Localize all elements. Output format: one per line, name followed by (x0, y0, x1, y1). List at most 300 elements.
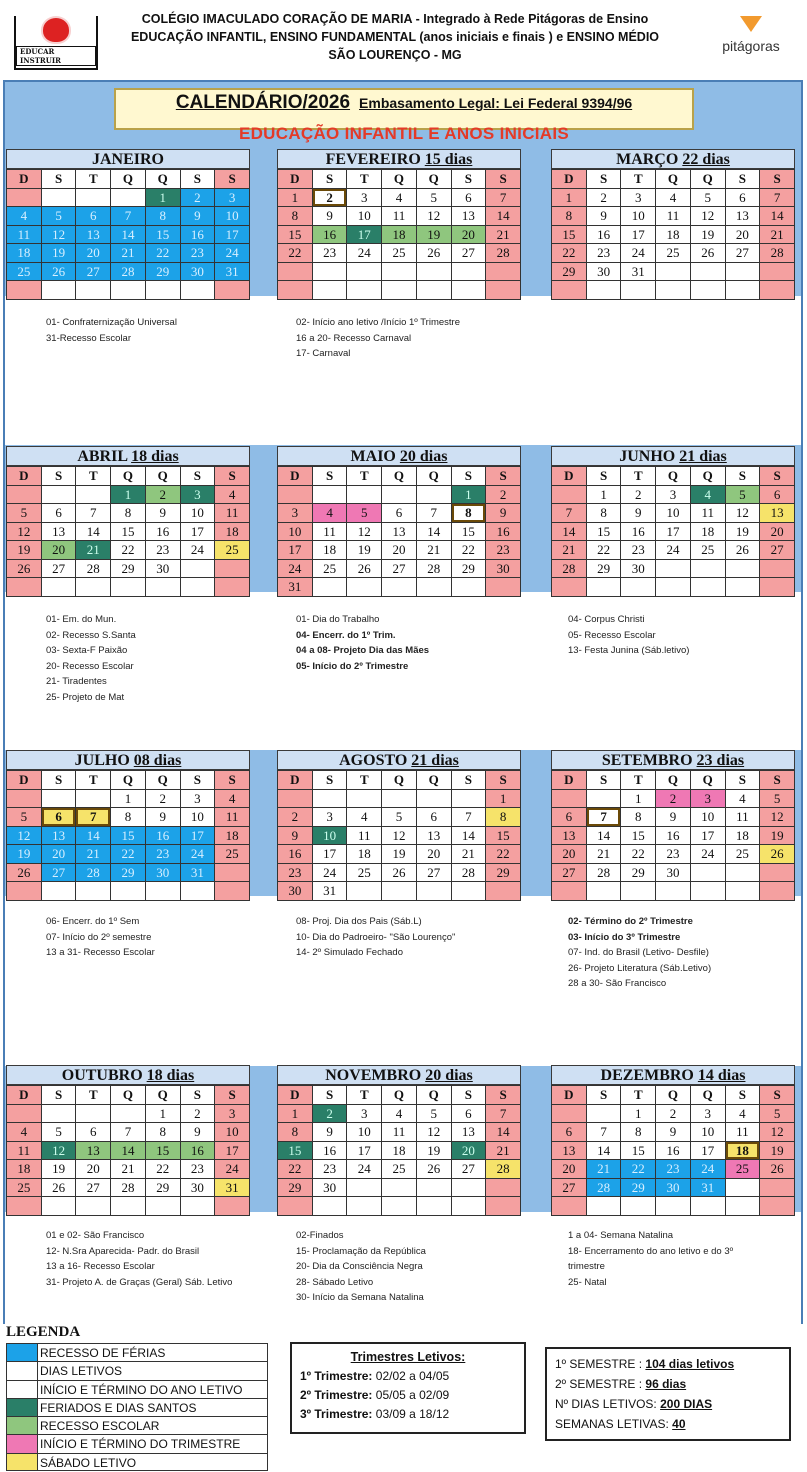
note-item: 05- Recesso Escolar (568, 629, 656, 641)
day-cell: 4 (313, 504, 348, 523)
day-cell: 10 (313, 827, 348, 846)
day-cell: 6 (417, 808, 452, 827)
weekday-header: S (452, 771, 487, 790)
day-cell: 8 (621, 1123, 656, 1142)
day-cell: 9 (146, 504, 181, 523)
day-cell: 29 (621, 1179, 656, 1198)
month-grid (277, 169, 521, 300)
day-cell: 30 (146, 560, 181, 579)
weekday-header: S (726, 170, 761, 189)
day-cell: 29 (552, 263, 587, 282)
day-cell (452, 263, 487, 282)
month-school-days: 23 dias (696, 752, 745, 769)
day-cell: 23 (146, 845, 181, 864)
day-cell (760, 882, 795, 901)
day-cell: 31 (215, 1179, 250, 1198)
day-cell: 23 (146, 541, 181, 560)
day-cell: 13 (76, 1142, 111, 1161)
day-cell (7, 189, 42, 208)
day-cell: 16 (181, 226, 216, 245)
day-cell: 25 (656, 244, 691, 263)
month-title (6, 1065, 250, 1085)
legend-label: FERIADOS E DIAS SANTOS (38, 1398, 268, 1416)
day-cell: 9 (313, 207, 348, 226)
legend-item (6, 1416, 268, 1434)
day-cell: 28 (486, 1160, 521, 1179)
month-notes (46, 914, 256, 961)
day-cell: 6 (42, 504, 77, 523)
day-cell: 14 (486, 1123, 521, 1142)
summary-label: 2º SEMESTRE : (555, 1377, 643, 1391)
logo-motto: EDUCAR INSTRUIR (16, 46, 96, 66)
month-grid (6, 169, 250, 300)
note-item: 08- Proj. Dia dos Pais (Sáb.L) (296, 916, 422, 927)
day-cell (42, 1197, 77, 1216)
month-notes (568, 914, 764, 992)
day-cell (313, 790, 348, 809)
day-cell: 24 (691, 1160, 726, 1179)
day-cell: 28 (417, 560, 452, 579)
day-cell (7, 1105, 42, 1124)
day-cell (181, 560, 216, 579)
day-cell (726, 882, 761, 901)
weekday-header: S (760, 467, 795, 486)
day-cell: 9 (181, 1123, 216, 1142)
day-cell: 7 (552, 504, 587, 523)
month-6 (551, 446, 795, 597)
day-cell (486, 578, 521, 597)
day-cell: 27 (42, 560, 77, 579)
day-cell: 20 (42, 541, 77, 560)
weekday-header: T (621, 170, 656, 189)
day-cell (656, 882, 691, 901)
day-cell (215, 281, 250, 300)
month-title (6, 750, 250, 770)
day-cell (452, 1179, 487, 1198)
day-cell: 9 (656, 808, 691, 827)
weekday-header: T (621, 1086, 656, 1105)
day-cell: 12 (7, 523, 42, 542)
day-cell: 22 (278, 244, 313, 263)
day-cell: 15 (278, 1142, 313, 1161)
day-cell (278, 486, 313, 505)
weekday-header: S (726, 771, 761, 790)
day-cell (215, 578, 250, 597)
weekday-header: Q (111, 467, 146, 486)
month-name: JUNHO (619, 448, 676, 465)
day-cell: 9 (587, 207, 622, 226)
day-cell: 3 (347, 189, 382, 208)
day-cell: 18 (382, 226, 417, 245)
month-notes (46, 315, 256, 346)
day-cell: 30 (146, 864, 181, 883)
day-cell: 7 (760, 189, 795, 208)
day-cell: 26 (760, 1160, 795, 1179)
month-notes (46, 1228, 256, 1290)
day-cell: 14 (417, 523, 452, 542)
day-cell: 25 (691, 541, 726, 560)
day-cell: 14 (111, 1142, 146, 1161)
school-logo (14, 16, 98, 70)
note-item: 31-Recesso Escolar (46, 332, 132, 344)
day-cell: 14 (486, 207, 521, 226)
month-name: SETEMBRO (601, 752, 693, 769)
day-cell: 8 (552, 207, 587, 226)
day-cell: 22 (621, 845, 656, 864)
month-12 (551, 1065, 795, 1216)
weekday-header: Q (656, 771, 691, 790)
day-cell: 21 (587, 845, 622, 864)
school-header-text (110, 10, 680, 64)
weekday-header: Q (417, 170, 452, 189)
day-cell: 6 (452, 189, 487, 208)
day-cell: 22 (146, 1160, 181, 1179)
day-cell (417, 790, 452, 809)
day-cell: 5 (347, 504, 382, 523)
day-cell: 13 (452, 1123, 487, 1142)
day-cell: 8 (111, 808, 146, 827)
legend-label: RECESSO ESCOLAR (38, 1416, 268, 1434)
day-cell: 1 (278, 189, 313, 208)
month-name: OUTUBRO (61, 1067, 143, 1084)
day-cell: 30 (621, 560, 656, 579)
day-cell: 16 (146, 827, 181, 846)
day-cell: 20 (42, 845, 77, 864)
weekday-header: T (76, 467, 111, 486)
day-cell (347, 281, 382, 300)
weekday-header: S (726, 467, 761, 486)
day-cell (111, 578, 146, 597)
legend-label: DIAS LETIVOS (38, 1361, 268, 1379)
day-cell: 7 (111, 207, 146, 226)
day-cell (7, 578, 42, 597)
day-cell: 31 (181, 864, 216, 883)
day-cell: 6 (42, 808, 77, 827)
day-cell (7, 486, 42, 505)
day-cell: 22 (621, 1160, 656, 1179)
day-cell (181, 281, 216, 300)
day-cell: 29 (146, 263, 181, 282)
weekday-header: S (181, 1086, 216, 1105)
day-cell (76, 578, 111, 597)
day-cell (215, 864, 250, 883)
day-cell: 2 (181, 1105, 216, 1124)
day-cell: 20 (552, 1160, 587, 1179)
day-cell: 18 (313, 541, 348, 560)
day-cell (417, 578, 452, 597)
day-cell: 28 (587, 1179, 622, 1198)
month-title (551, 446, 795, 466)
day-cell: 14 (452, 827, 487, 846)
day-cell: 6 (726, 189, 761, 208)
day-cell: 6 (552, 808, 587, 827)
day-cell: 15 (111, 827, 146, 846)
note-item: 26- Projeto Literatura (Sáb.Letivo) (568, 962, 712, 974)
day-cell: 29 (486, 864, 521, 883)
day-cell: 11 (382, 1123, 417, 1142)
day-cell: 2 (656, 790, 691, 809)
day-cell (621, 281, 656, 300)
weekday-header: D (7, 170, 42, 189)
day-cell: 19 (760, 827, 795, 846)
legend-swatch (6, 1434, 38, 1452)
weekday-header: S (587, 467, 622, 486)
day-cell: 12 (42, 1142, 77, 1161)
note-item: 13 a 31- Recesso Escolar (46, 947, 155, 958)
day-cell (691, 263, 726, 282)
note-item: 17- Carnaval (296, 348, 351, 359)
day-cell: 1 (111, 486, 146, 505)
day-cell: 12 (760, 1123, 795, 1142)
day-cell: 17 (215, 1142, 250, 1161)
note-item: 13- Festa Junina (Sáb.letivo) (568, 645, 690, 656)
note-item: 31- Projeto A. de Graças (Geral) Sáb. Letivo (46, 1276, 233, 1288)
legend-label: SÁBADO LETIVO (38, 1453, 268, 1471)
day-cell: 24 (181, 845, 216, 864)
weekday-header: S (42, 771, 77, 790)
day-cell (760, 1179, 795, 1198)
day-cell: 30 (181, 263, 216, 282)
month-school-days: 21 dias (411, 752, 459, 769)
day-cell: 22 (452, 541, 487, 560)
day-cell (417, 1197, 452, 1216)
day-cell: 15 (146, 1142, 181, 1161)
day-cell: 17 (691, 1142, 726, 1161)
day-cell: 25 (7, 1179, 42, 1198)
day-cell (313, 578, 348, 597)
weekday-header: Q (382, 170, 417, 189)
day-cell (726, 263, 761, 282)
weekday-header: S (181, 771, 216, 790)
day-cell: 22 (587, 541, 622, 560)
day-cell: 23 (181, 244, 216, 263)
summary-row (555, 1414, 781, 1434)
day-cell: 25 (7, 263, 42, 282)
day-cell: 5 (382, 808, 417, 827)
day-cell: 21 (760, 226, 795, 245)
month-grid (6, 770, 250, 901)
legend-swatch (6, 1361, 38, 1379)
day-cell: 2 (621, 486, 656, 505)
day-cell: 12 (382, 827, 417, 846)
day-cell: 27 (382, 560, 417, 579)
note-item: 1 a 04- Semana Natalina (568, 1230, 674, 1241)
day-cell: 22 (278, 1160, 313, 1179)
legend-swatch (6, 1416, 38, 1434)
trimester-row (300, 1405, 516, 1424)
day-cell: 23 (486, 541, 521, 560)
day-cell: 9 (146, 808, 181, 827)
day-cell: 21 (76, 845, 111, 864)
trimester-value: 03/09 a 18/12 (375, 1407, 450, 1421)
day-cell: 2 (313, 1105, 348, 1124)
day-cell: 5 (417, 189, 452, 208)
day-cell: 16 (146, 523, 181, 542)
legend-item (6, 1380, 268, 1398)
note-item: 04- Encerr. do 1º Trim. (296, 629, 396, 641)
weekday-header: Q (111, 170, 146, 189)
note-item: 21- Tiradentes (46, 676, 107, 687)
day-cell: 1 (111, 790, 146, 809)
day-cell (587, 1105, 622, 1124)
day-cell: 18 (7, 1160, 42, 1179)
day-cell: 17 (215, 226, 250, 245)
weekday-header: S (760, 170, 795, 189)
day-cell: 1 (621, 790, 656, 809)
legend-title: LEGENDA (6, 1324, 81, 1340)
month-school-days: 20 dias (399, 448, 448, 465)
day-cell (691, 1197, 726, 1216)
weekday-header: Q (417, 467, 452, 486)
day-cell: 10 (656, 504, 691, 523)
weekday-header: S (181, 467, 216, 486)
day-cell: 10 (181, 504, 216, 523)
day-cell: 14 (76, 827, 111, 846)
weekday-header: T (347, 771, 382, 790)
note-item: 12- N.Sra Aparecida- Padr. do Brasil (46, 1245, 200, 1257)
legend-label: INÍCIO E TÉRMINO DO TRIMESTRE (38, 1434, 268, 1452)
day-cell: 20 (76, 1160, 111, 1179)
summary-value: 104 dias letivos (645, 1357, 735, 1371)
day-cell: 18 (726, 827, 761, 846)
weekday-header: Q (691, 170, 726, 189)
day-cell: 26 (726, 541, 761, 560)
day-cell: 10 (691, 1123, 726, 1142)
day-cell: 30 (278, 882, 313, 901)
day-cell (486, 1179, 521, 1198)
weekday-header: S (726, 1086, 761, 1105)
weekday-header: S (760, 1086, 795, 1105)
month-name: JULHO (74, 752, 130, 769)
day-cell: 14 (760, 207, 795, 226)
legend-item (6, 1343, 268, 1361)
day-cell: 31 (691, 1179, 726, 1198)
day-cell: 9 (621, 504, 656, 523)
day-cell: 17 (347, 226, 382, 245)
day-cell: 9 (278, 827, 313, 846)
day-cell: 3 (215, 1105, 250, 1124)
day-cell: 16 (656, 827, 691, 846)
day-cell (347, 1197, 382, 1216)
summary-row (555, 1394, 781, 1414)
trimester-value: 02/02 a 04/05 (375, 1369, 450, 1383)
day-cell: 17 (691, 827, 726, 846)
day-cell (552, 578, 587, 597)
day-cell: 17 (656, 523, 691, 542)
day-cell: 30 (181, 1179, 216, 1198)
day-cell (382, 1179, 417, 1198)
day-cell: 1 (621, 1105, 656, 1124)
day-cell (417, 486, 452, 505)
day-cell (656, 560, 691, 579)
weekday-header: D (278, 170, 313, 189)
day-cell: 24 (313, 864, 348, 883)
legend-swatch (6, 1343, 38, 1361)
month-10 (6, 1065, 250, 1216)
day-cell: 14 (76, 523, 111, 542)
weekday-header: S (760, 771, 795, 790)
month-notes (296, 914, 492, 961)
day-cell: 1 (552, 189, 587, 208)
note-item: 01- Confraternização Universal (46, 317, 177, 328)
weekday-header: T (76, 771, 111, 790)
weekday-header: Q (691, 467, 726, 486)
day-cell (111, 281, 146, 300)
day-cell: 23 (656, 1160, 691, 1179)
month-title (277, 1065, 521, 1085)
day-cell (76, 486, 111, 505)
day-cell (382, 1197, 417, 1216)
day-cell: 7 (486, 189, 521, 208)
weekday-header: S (452, 1086, 487, 1105)
day-cell: 11 (215, 504, 250, 523)
day-cell (587, 882, 622, 901)
legend-item (6, 1398, 268, 1416)
day-cell: 3 (621, 189, 656, 208)
day-cell: 22 (486, 845, 521, 864)
summary-label: 1º SEMESTRE : (555, 1357, 643, 1371)
weekday-header: Q (111, 771, 146, 790)
network-logo (721, 16, 781, 62)
day-cell (452, 578, 487, 597)
day-cell: 24 (181, 541, 216, 560)
day-cell (656, 281, 691, 300)
day-cell: 7 (452, 808, 487, 827)
day-cell: 20 (417, 845, 452, 864)
day-cell (587, 578, 622, 597)
month-9 (551, 750, 795, 901)
day-cell: 27 (42, 864, 77, 883)
day-cell: 24 (656, 541, 691, 560)
day-cell: 19 (42, 244, 77, 263)
day-cell (656, 1197, 691, 1216)
note-item: 03- Sexta-F Paixão (46, 645, 128, 656)
day-cell: 13 (726, 207, 761, 226)
month-name: AGOSTO (339, 752, 408, 769)
day-cell: 19 (7, 541, 42, 560)
day-cell: 25 (215, 845, 250, 864)
day-cell: 12 (726, 504, 761, 523)
day-cell: 19 (417, 226, 452, 245)
month-title (6, 149, 250, 169)
weekday-header: S (313, 1086, 348, 1105)
day-cell: 28 (587, 864, 622, 883)
weekday-header: S (42, 1086, 77, 1105)
day-cell: 30 (486, 560, 521, 579)
day-cell: 27 (452, 1160, 487, 1179)
day-cell (486, 263, 521, 282)
weekday-header: D (552, 170, 587, 189)
school-levels: EDUCAÇÃO INFANTIL, ENSINO FUNDAMENTAL (anos iniciais e finais ) e ENSINO MÉDIO (130, 30, 660, 44)
day-cell: 10 (215, 207, 250, 226)
day-cell: 11 (7, 1142, 42, 1161)
day-cell: 16 (313, 226, 348, 245)
day-cell: 17 (181, 827, 216, 846)
day-cell (278, 281, 313, 300)
day-cell (181, 882, 216, 901)
day-cell: 8 (111, 504, 146, 523)
day-cell: 6 (552, 1123, 587, 1142)
weekday-header: Q (146, 467, 181, 486)
day-cell (691, 882, 726, 901)
weekday-header: D (7, 467, 42, 486)
weekday-header: S (486, 771, 521, 790)
day-cell: 5 (42, 207, 77, 226)
weekday-header: S (452, 467, 487, 486)
school-name: COLÉGIO IMACULADO CORAÇÃO DE MARIA - Integrado à Rede Pitágoras de Ensino (141, 12, 649, 26)
day-cell (278, 790, 313, 809)
day-cell (691, 578, 726, 597)
